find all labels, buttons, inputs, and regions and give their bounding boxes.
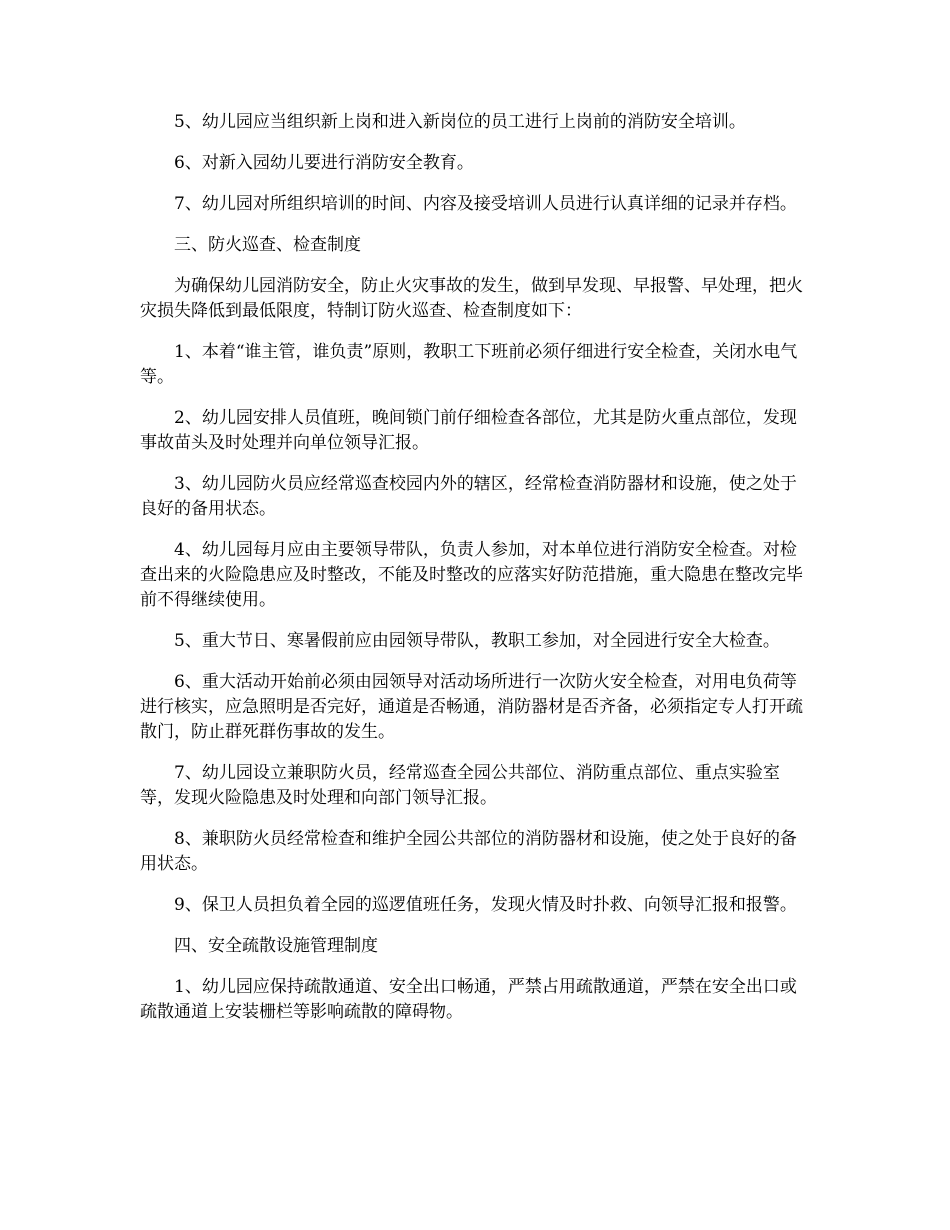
paragraph-item-7-records: 7、幼儿园对所组织培训的时间、内容及接受培训人员进行认真详细的记录并存档。 <box>174 194 797 214</box>
paragraph-item-6-event-check: 6、重大活动开始前必须由园领导对活动场所进行一次防火安全检查，对用电负荷等进行核实，应急照明是否完好，通道是否畅通，消防器材是否齐备，必须指定专人打开疏散门，防止群死群伤事故的发生。 <box>140 672 803 742</box>
section-heading-evacuation: 四、安全疏散设施管理制度 <box>174 936 378 956</box>
paragraph-item-1-exits: 1、幼儿园应保持疏散通道、安全出口畅通，严禁占用疏散通道，严禁在安全出口或疏散通道上安装栅栏等影响疏散的障碍物。 <box>140 977 797 1022</box>
document-body <box>140 110 810 1041</box>
paragraph-item-6-education: 6、对新入园幼儿要进行消防安全教育。 <box>174 153 474 173</box>
section-heading-fire-inspection: 三、防火巡查、检查制度 <box>174 235 361 255</box>
paragraph-item-1-responsibility: 1、本着“谁主管，谁负责”原则，教职工下班前必须仔细进行安全检查，关闭水电气等。 <box>140 342 798 387</box>
paragraph-item-5-holiday-check: 5、重大节日、寒暑假前应由园领导带队，教职工参加，对全园进行安全大检查。 <box>174 631 780 651</box>
paragraph-intro-inspection: 为确保幼儿园消防安全，防止火灾事故的发生，做到早发现、早报警、早处理，把火灾损失降低到最低限度，特制订防火巡查、检查制度如下： <box>140 276 803 321</box>
paragraph-item-3-patrol: 3、幼儿园防火员应经常巡查校园内外的辖区，经常检查消防器材和设施，使之处于良好的备用状态。 <box>140 474 797 519</box>
paragraph-item-8-maintenance: 8、兼职防火员经常检查和维护全园公共部位的消防器材和设施，使之处于良好的备用状态。 <box>140 829 797 874</box>
paragraph-item-7-firefighter: 7、幼儿园设立兼职防火员，经常巡查全园公共部位、消防重点部位、重点实验室等，发现火险隐患及时处理和向部门领导汇报。 <box>140 763 780 808</box>
paragraph-item-5-training: 5、幼儿园应当组织新上岗和进入新岗位的员工进行上岗前的消防安全培训。 <box>174 112 746 132</box>
paragraph-item-9-security: 9、保卫人员担负着全园的巡逻值班任务，发现火情及时扑救、向领导汇报和报警。 <box>174 895 797 915</box>
paragraph-item-4-monthly-check: 4、幼儿园每月应由主要领导带队，负责人参加，对本单位进行消防安全检查。对检查出来的火险隐患应及时整改，不能及时整改的应落实好防范措施，重大隐患在整改完毕前不得继续使用。 <box>140 540 803 610</box>
paragraph-item-2-duty: 2、幼儿园安排人员值班，晚间锁门前仔细检查各部位，尤其是防火重点部位，发现事故苗头及时处理并向单位领导汇报。 <box>140 408 797 453</box>
